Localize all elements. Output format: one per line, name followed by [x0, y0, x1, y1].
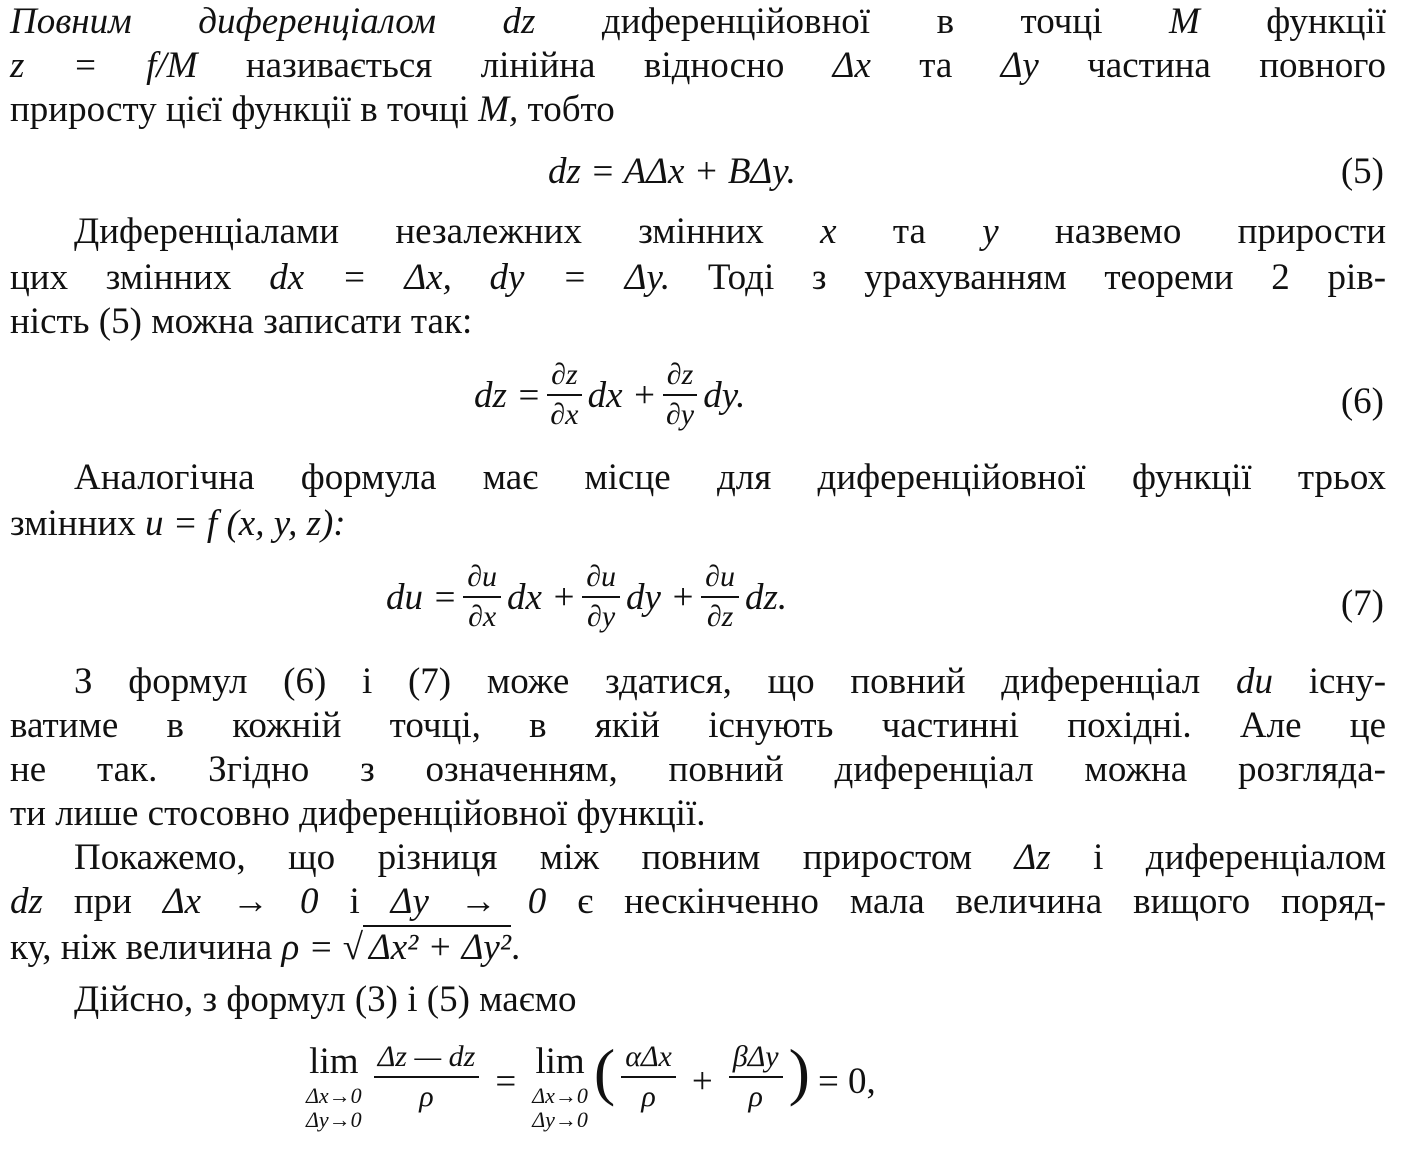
text: частина повного: [1087, 45, 1387, 86]
text: та: [919, 45, 953, 86]
denominator: ∂z: [706, 600, 734, 633]
equation-6-body: [474, 358, 745, 432]
fraction: [701, 560, 739, 634]
p4-line-1: [74, 660, 1386, 704]
math: du: [1235, 661, 1273, 702]
numerator: ∂u: [582, 560, 620, 598]
paren-right: ): [788, 1036, 810, 1107]
text: .: [510, 927, 521, 968]
math: M: [1168, 1, 1200, 42]
math: dy +: [626, 576, 696, 618]
text: Аналогічна формула має місце для диференційовної функції трьох: [74, 457, 1386, 498]
p2-line-1: [74, 210, 1386, 254]
math: dx = Δx, dy = Δy.: [269, 257, 671, 298]
text: не так. Згідно з означенням, повний диференціал можна розгляда-: [10, 749, 1386, 790]
p3-line-1: [74, 456, 1386, 500]
equation-limit-body: [300, 1036, 876, 1132]
text: називається лінійна відносно: [245, 45, 785, 86]
denominator: ∂y: [587, 600, 616, 633]
lim-sub: Δx→0: [306, 1083, 362, 1108]
text: ватиме в кожній точці, в якій існують частинні похідні. Але це: [10, 705, 1386, 746]
equation-number: (5): [1340, 151, 1384, 192]
math: Δy: [1000, 45, 1039, 86]
p5-line-2: [10, 880, 1386, 924]
paren-left: (: [593, 1036, 616, 1107]
math: = 0,: [817, 1061, 876, 1102]
math: M,: [478, 89, 519, 130]
math: du =: [386, 576, 458, 618]
equation-7-body: [386, 560, 787, 634]
text: є нескінченно мала величина вищого поряд-: [577, 881, 1387, 922]
text: існу-: [1308, 661, 1387, 702]
text: та: [892, 211, 926, 252]
fraction: [374, 1040, 480, 1114]
p1-line-3: [10, 88, 1386, 132]
fraction: [621, 1040, 676, 1114]
sqrt-radicand: Δx² + Δy²: [363, 925, 511, 968]
text: диференційовної в точці: [601, 1, 1103, 42]
fraction: [582, 560, 620, 634]
lim-word: lim: [309, 1041, 359, 1082]
p5-line-1: [74, 836, 1386, 880]
p5-line-3: [10, 926, 1386, 970]
text: ність (5) можна записати так:: [10, 301, 473, 342]
fraction: [663, 358, 698, 432]
numerator: ∂u: [463, 560, 501, 598]
sqrt-sign: √: [342, 927, 364, 968]
p6-line-1: [74, 978, 1386, 1022]
denominator: ∂x: [550, 398, 579, 431]
math: dy.: [703, 374, 746, 416]
math: y: [982, 211, 999, 252]
limit-operator: [532, 1040, 588, 1132]
p1-line-2: [10, 44, 1386, 88]
numerator: ∂z: [547, 358, 582, 396]
fraction: [463, 560, 501, 634]
denominator: ρ: [748, 1080, 763, 1113]
lim-sub: Δy→0: [532, 1107, 588, 1132]
equals: =: [495, 1061, 517, 1102]
equation-number: (6): [1340, 381, 1384, 422]
p2-line-3: [10, 300, 1386, 344]
equation-6: [0, 358, 1402, 444]
text: і: [349, 881, 360, 922]
math: Δx: [832, 45, 871, 86]
lim-sub: Δx→0: [532, 1083, 588, 1108]
equation-5-body: dz = AΔx + BΔy.: [548, 151, 796, 192]
text: цих змінних: [10, 257, 232, 298]
math: Δy → 0: [390, 881, 547, 922]
text: при: [73, 881, 132, 922]
numerator: ∂u: [701, 560, 739, 598]
math: z = f/M: [10, 45, 198, 86]
p3-line-2: [10, 502, 1386, 546]
p4-line-3: [10, 748, 1386, 792]
text: змінних: [10, 503, 136, 544]
lim-sub: Δy→0: [306, 1107, 362, 1132]
text: Дійсно, з формул (3) і (5) маємо: [74, 979, 577, 1020]
p4-line-4: [10, 792, 1386, 836]
text: тобто: [527, 89, 615, 130]
math: dx +: [587, 374, 657, 416]
equation-7: [0, 560, 1402, 646]
math: dz =: [474, 374, 542, 416]
p1-line-1: [10, 0, 1386, 44]
equation-number: (7): [1340, 583, 1384, 624]
text: приросту цієї функції в точці: [10, 89, 469, 130]
denominator: ∂x: [468, 600, 497, 633]
math: Δz: [1014, 837, 1051, 878]
numerator: ∂z: [663, 358, 698, 396]
text: і диференціалом: [1093, 837, 1387, 878]
denominator: ρ: [641, 1080, 656, 1113]
fraction: [729, 1040, 783, 1114]
text: ку, ніж величина: [10, 927, 273, 968]
text: Диференціалами незалежних змінних: [74, 211, 764, 252]
limit-operator: [306, 1040, 362, 1132]
math: u = f (x, y, z):: [144, 503, 346, 544]
text: Тоді з урахуванням теореми 2 рів-: [707, 257, 1387, 298]
text: Покажемо, що різниця між повним приростом: [74, 837, 973, 878]
denominator: ρ: [419, 1080, 434, 1113]
math: dz: [10, 881, 43, 922]
math: Δx → 0: [162, 881, 319, 922]
math: dx +: [507, 576, 577, 618]
p2-line-2: [10, 256, 1386, 300]
denominator: ∂y: [665, 398, 695, 431]
numerator: Δz — dz: [374, 1040, 480, 1078]
plus: +: [691, 1061, 713, 1102]
term-full-differential: Повним диференціалом dz: [10, 1, 536, 42]
text: функції: [1266, 1, 1386, 42]
text: З формул (6) і (7) може здатися, що повний диференціал: [74, 661, 1201, 702]
math: ρ =: [281, 927, 334, 968]
p4-line-2: [10, 704, 1386, 748]
equation-5: [0, 146, 1402, 198]
math: x: [820, 211, 837, 252]
lim-word: lim: [535, 1041, 585, 1082]
fraction: [547, 358, 582, 432]
text: ти лише стосовно диференційовної функції.: [10, 793, 706, 834]
text: назвемо прирости: [1054, 211, 1386, 252]
numerator: βΔy: [729, 1040, 783, 1078]
numerator: αΔx: [621, 1040, 676, 1078]
equation-limit: [0, 1036, 1402, 1160]
math: dz.: [744, 576, 788, 618]
